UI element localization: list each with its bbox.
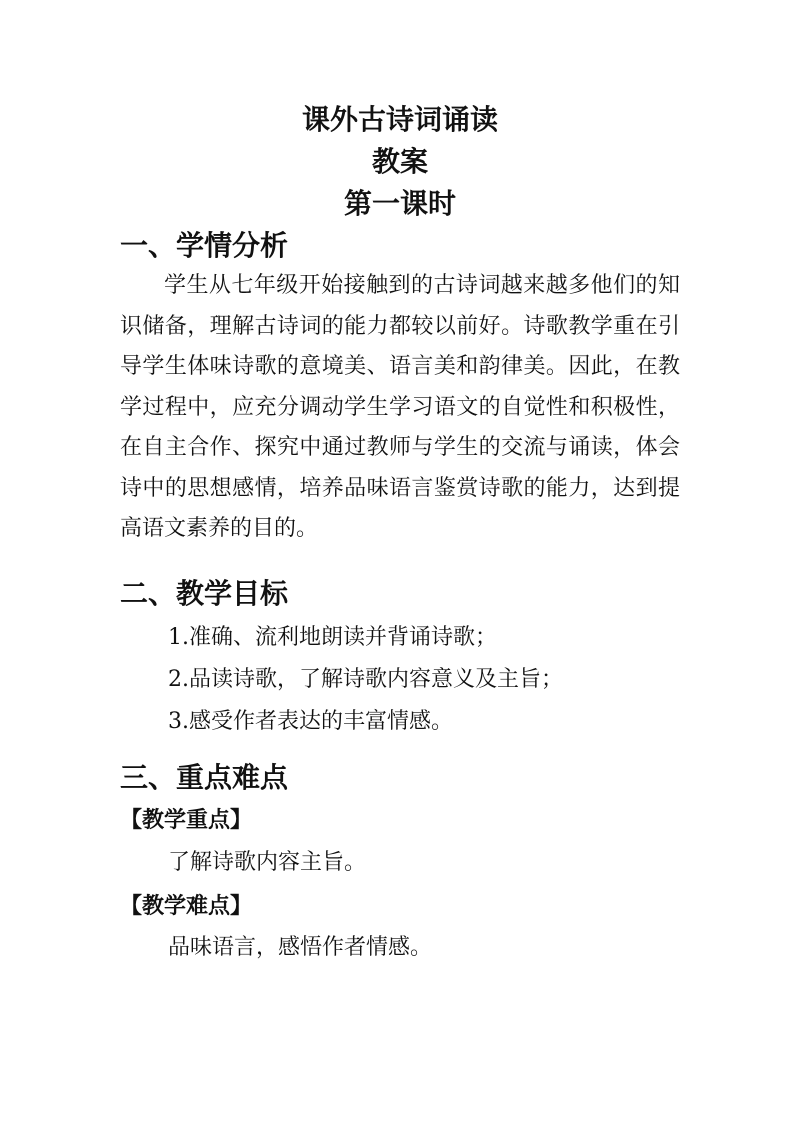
section-heading-objectives: 二、教学目标 [120, 577, 289, 610]
section-heading-analysis: 一、学情分析 [120, 229, 289, 262]
section-heading-key-points: 三、重点难点 [120, 761, 289, 794]
objective-item: 3.感受作者表达的丰富情感。 [168, 709, 453, 734]
document-title: 课外古诗词诵读 [301, 103, 498, 136]
teaching-difficulty-label: 【教学难点】 [120, 893, 253, 919]
lesson-title: 第一课时 [343, 187, 456, 220]
teaching-focus-text: 了解诗歌内容主旨。 [168, 850, 367, 875]
teaching-difficulty-text: 品味语言，感悟作者情感。 [168, 935, 433, 960]
objective-item: 1.准确、流利地朗读并背诵诗歌； [168, 625, 497, 650]
objective-item: 2.品读诗歌，了解诗歌内容意义及主旨； [168, 667, 563, 692]
teaching-focus-label: 【教学重点】 [120, 807, 253, 833]
analysis-paragraph: 学生从七年级开始接触到的古诗词越来越多他们的知识储备，理解古诗词的能力都较以前好。诗歌教学重在引导学生体味诗歌的意境美、语言美和韵律美。因此，在教学过程中，应充分调动学生学习语文的自觉性和积极性，在自主合作、探究中通过教师与学生的交流与诵读，体会诗中的思想感情，培养品味语言鉴赏诗歌的能力，达到提高语文素养的目的。 [120, 273, 680, 541]
document-subtitle: 教案 [371, 145, 428, 178]
